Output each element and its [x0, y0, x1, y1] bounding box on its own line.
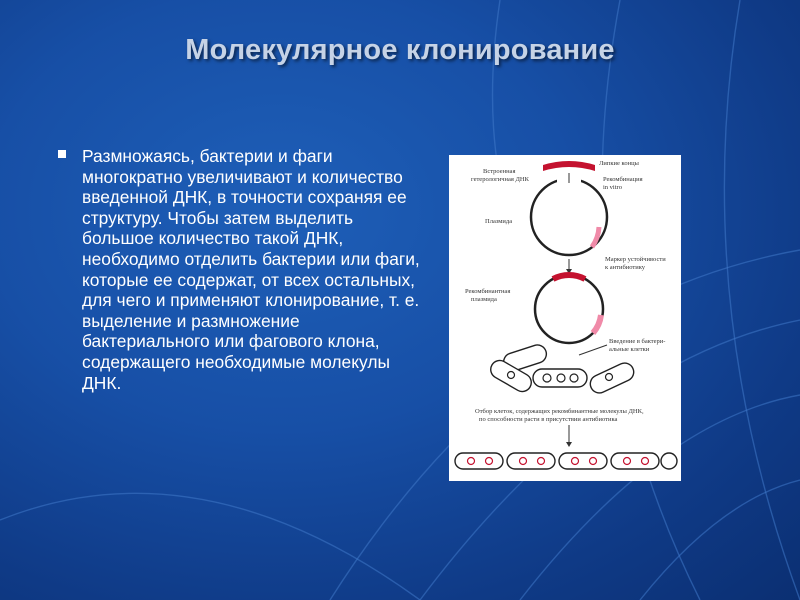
label-selection-2: по способности расти в присутствии антибиотика [479, 416, 618, 423]
label-inserted-dna-2: гетерологичная ДНК [471, 176, 529, 183]
slide-title: Молекулярное клонирование [185, 34, 615, 66]
clone-cells-row [455, 453, 677, 469]
label-intro-1: Введение в бактери- [609, 338, 666, 345]
label-recombinant-plasmid-1: Рекомбинантная [465, 288, 511, 295]
label-inserted-dna-1: Встроенная [483, 168, 516, 175]
label-selection-1: Отбор клеток, содержащих рекомбинантные молекулы ДНК, [475, 408, 644, 415]
label-plasmid: Плазмида [485, 218, 513, 225]
label-recombinant-plasmid-2: плазмида [471, 296, 497, 303]
bullet-marker [58, 150, 66, 158]
marker-segment [592, 227, 599, 247]
body-paragraph: Размножаясь, бактерии и фаги многократно увеличивают и количество введенной ДНК, в точности сохраняя ее структуру. Чтобы затем выделить большое количество такой ДНК, необходимо отделить бактерии или фаги, которые ее содержат, от всех остальных, для чего и применяют клонирование, т. е. выделение и размножение бактериального или фагового клона, содержащего необходимые молекулы ДНК. [82, 146, 420, 393]
label-marker-2: к антибиотику [605, 264, 646, 271]
label-recombination-1: Рекомбинация [603, 176, 643, 183]
cloning-diagram [449, 155, 681, 481]
label-recombination-2: in vitro [603, 184, 622, 191]
label-marker-1: Маркер устойчивости [605, 256, 666, 263]
inserted-dna-fragment [543, 161, 595, 171]
label-sticky-ends: Липкие концы [599, 160, 639, 167]
label-intro-2: альные клетки [609, 346, 650, 353]
